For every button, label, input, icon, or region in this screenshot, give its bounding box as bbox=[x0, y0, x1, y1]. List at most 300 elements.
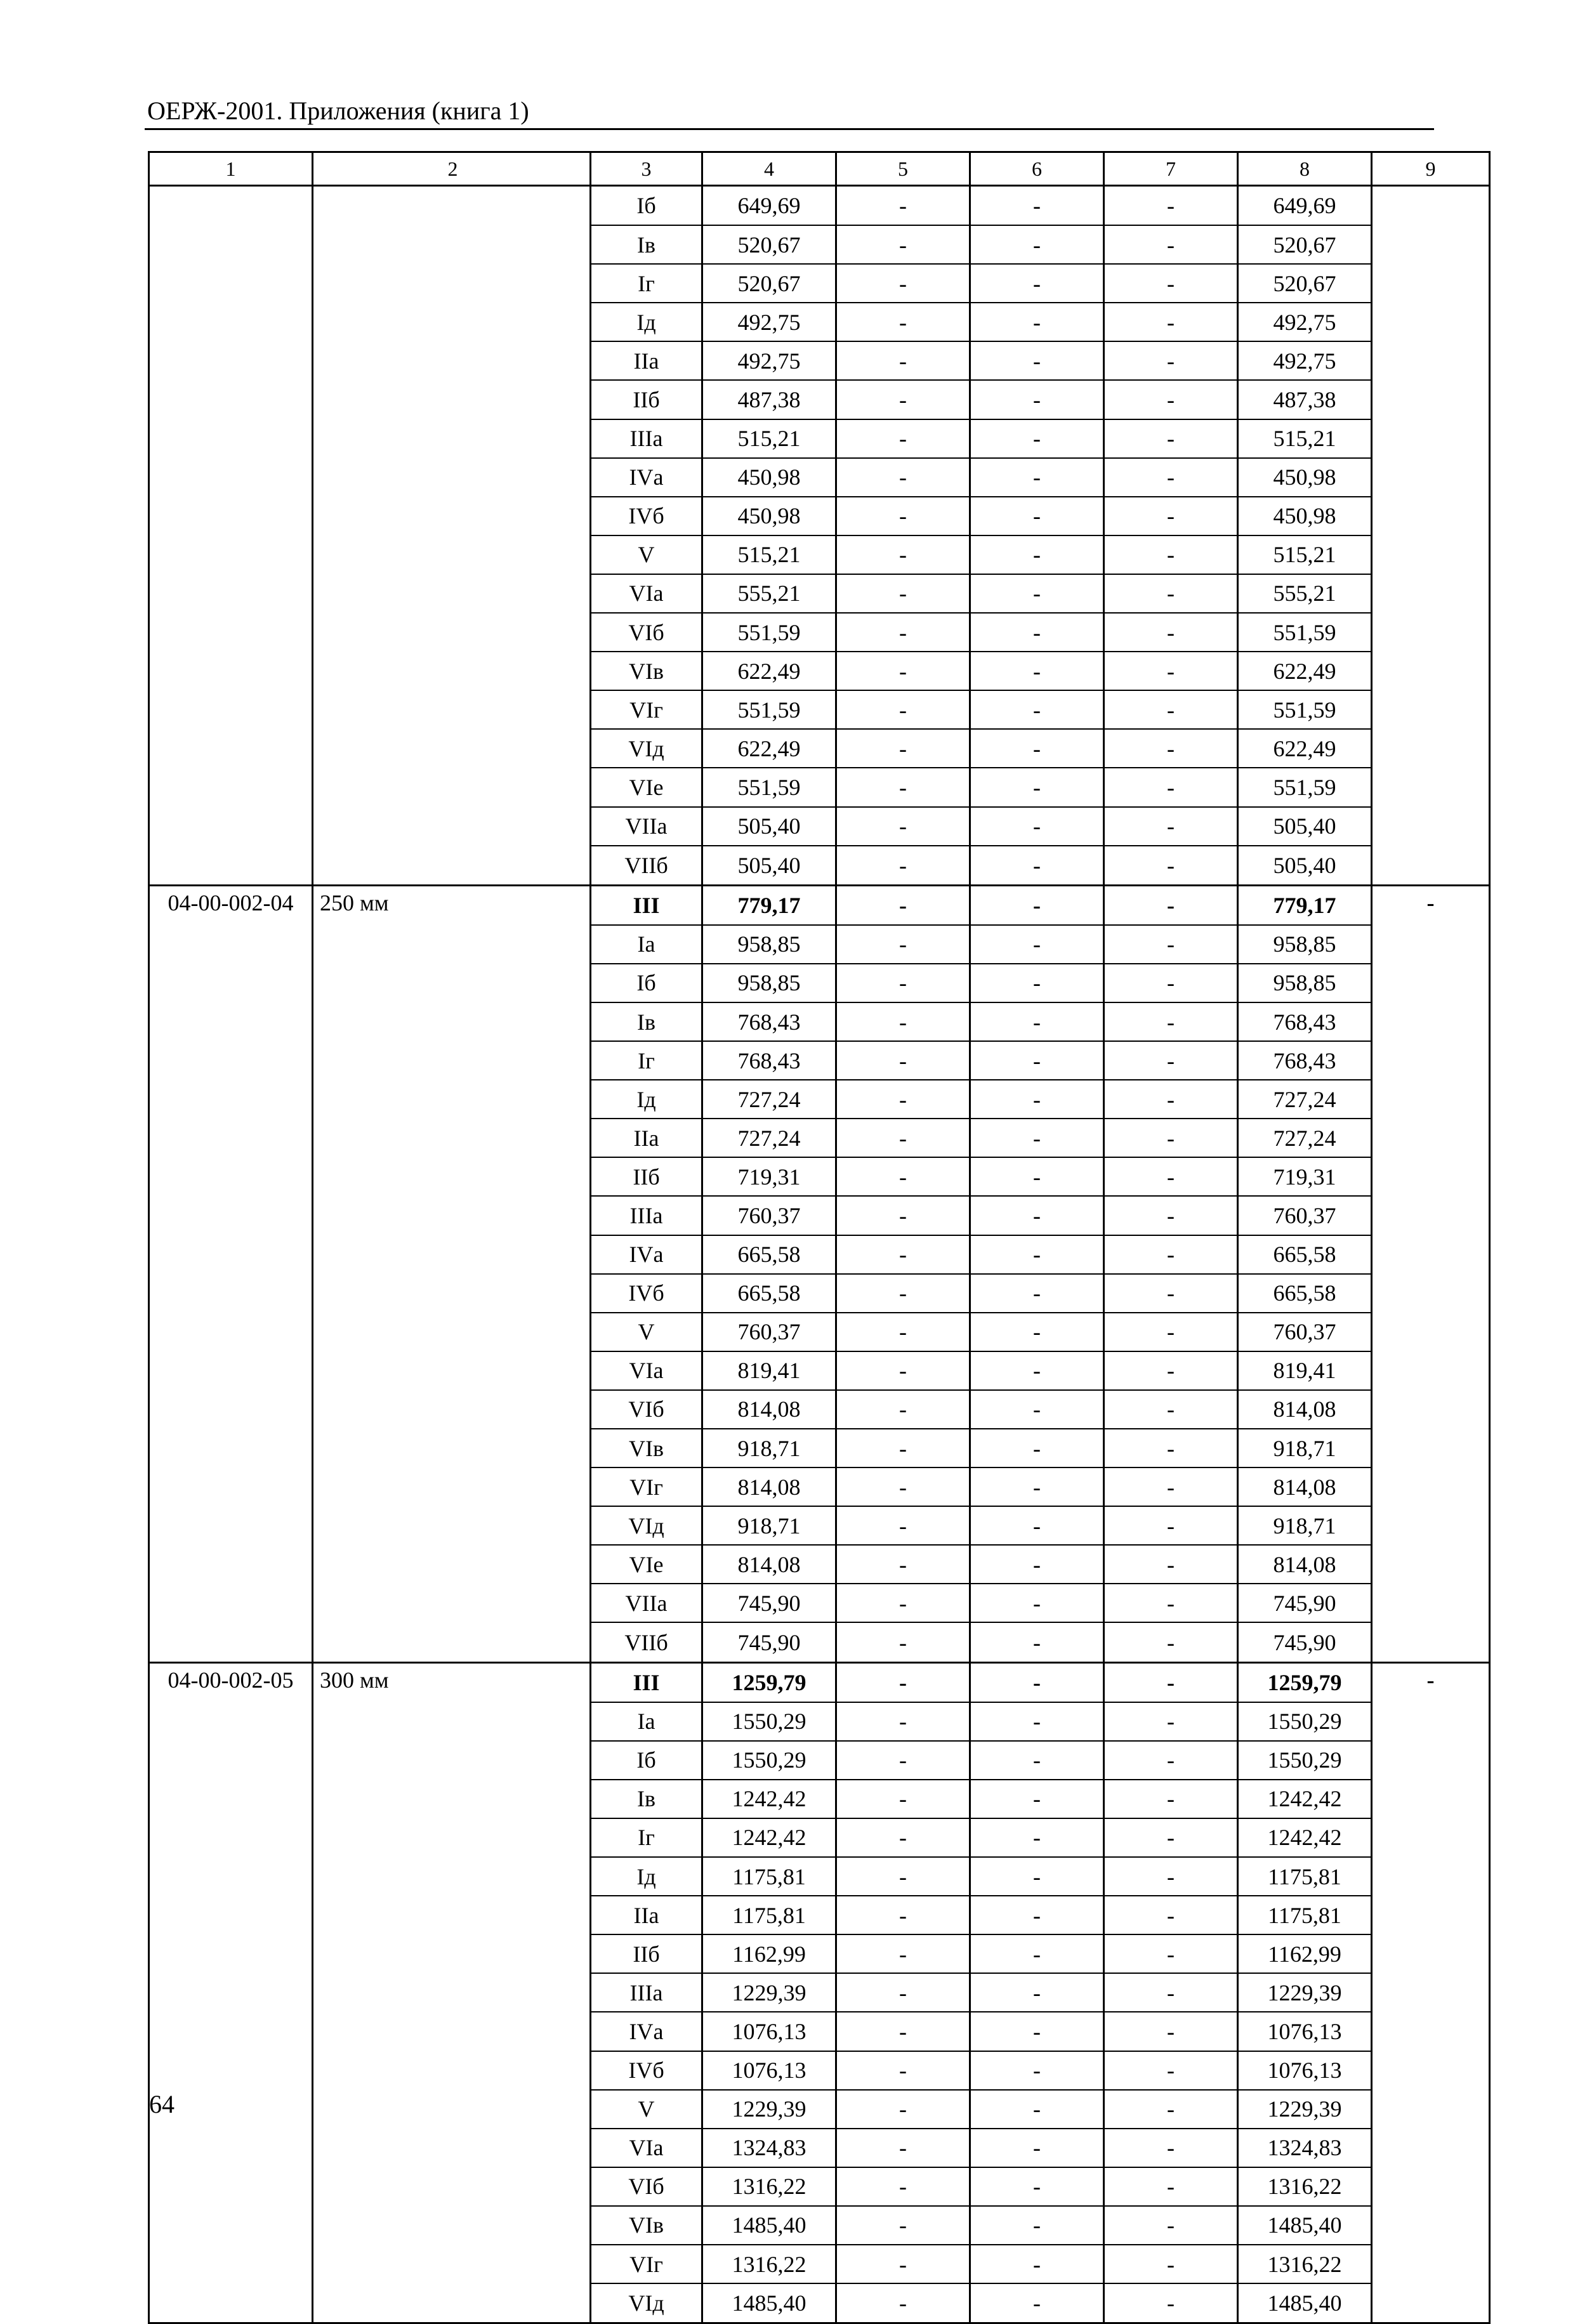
diameter-cell bbox=[313, 1002, 591, 1041]
diameter-cell bbox=[313, 1235, 591, 1274]
diameter-cell bbox=[313, 1157, 591, 1196]
rate-code-cell bbox=[149, 1780, 313, 1818]
machine-cost-cell: - bbox=[970, 1584, 1104, 1622]
diameter-cell bbox=[313, 2012, 591, 2051]
wage-cell: - bbox=[836, 419, 970, 458]
total-cost-cell: 1259,79 bbox=[702, 1662, 836, 1702]
zone-cell: VIIа bbox=[591, 1584, 702, 1622]
rate-code-cell bbox=[149, 1002, 313, 1041]
zone-cell: VIа bbox=[591, 1351, 702, 1390]
materials-cost-cell: 768,43 bbox=[1238, 1041, 1372, 1080]
zone-cell: VIIб bbox=[591, 846, 702, 886]
rate-code-cell bbox=[149, 2051, 313, 2090]
labor-cell bbox=[1372, 1157, 1490, 1196]
total-cost-cell: 768,43 bbox=[702, 1002, 836, 1041]
machinist-wage-cell: - bbox=[1104, 1741, 1238, 1780]
total-cost-cell: 719,31 bbox=[702, 1157, 836, 1196]
rate-code-cell bbox=[149, 807, 313, 846]
total-cost-cell: 814,08 bbox=[702, 1545, 836, 1584]
machine-cost-cell: - bbox=[970, 225, 1104, 264]
zone-cell: VIе bbox=[591, 1545, 702, 1584]
machinist-wage-cell: - bbox=[1104, 1429, 1238, 1467]
materials-cost-cell: 727,24 bbox=[1238, 1119, 1372, 1157]
diameter-cell bbox=[313, 1857, 591, 1896]
table-row bbox=[149, 2090, 1490, 2129]
table-row bbox=[149, 2283, 1490, 2323]
total-cost-cell: 918,71 bbox=[702, 1506, 836, 1545]
table-row bbox=[149, 1196, 1490, 1235]
materials-cost-cell: 814,08 bbox=[1238, 1467, 1372, 1506]
diameter-cell bbox=[313, 652, 591, 690]
total-cost-cell: 622,49 bbox=[702, 729, 836, 768]
diameter-cell bbox=[313, 303, 591, 341]
machinist-wage-cell: - bbox=[1104, 729, 1238, 768]
zone-cell: Iа bbox=[591, 925, 702, 964]
machinist-wage-cell: - bbox=[1104, 1662, 1238, 1702]
machine-cost-cell: - bbox=[970, 186, 1104, 226]
wage-cell: - bbox=[836, 264, 970, 303]
wage-cell: - bbox=[836, 2012, 970, 2051]
table-row bbox=[149, 1780, 1490, 1818]
zone-cell: VIв bbox=[591, 652, 702, 690]
table-row bbox=[149, 1119, 1490, 1157]
materials-cost-cell: 551,59 bbox=[1238, 613, 1372, 652]
diameter-cell: 300 мм bbox=[313, 1662, 591, 1702]
wage-cell: - bbox=[836, 768, 970, 806]
diameter-cell bbox=[313, 925, 591, 964]
wage-cell: - bbox=[836, 885, 970, 925]
rate-code-cell bbox=[149, 186, 313, 226]
machine-cost-cell: - bbox=[970, 807, 1104, 846]
diameter-cell bbox=[313, 1584, 591, 1622]
labor-cell bbox=[1372, 1545, 1490, 1584]
rate-code-cell bbox=[149, 1584, 313, 1622]
wage-cell: - bbox=[836, 1235, 970, 1274]
zone-cell: VIа bbox=[591, 2129, 702, 2167]
machine-cost-cell: - bbox=[970, 2090, 1104, 2129]
materials-cost-cell: 1242,42 bbox=[1238, 1780, 1372, 1818]
zone-cell: Iд bbox=[591, 1857, 702, 1896]
machine-cost-cell: - bbox=[970, 1506, 1104, 1545]
diameter-cell bbox=[313, 1080, 591, 1119]
diameter-cell: 250 мм bbox=[313, 885, 591, 925]
zone-cell: Iа bbox=[591, 1702, 702, 1741]
table-row bbox=[149, 1896, 1490, 1934]
machine-cost-cell: - bbox=[970, 925, 1104, 964]
labor-cell bbox=[1372, 225, 1490, 264]
machinist-wage-cell: - bbox=[1104, 2245, 1238, 2283]
machine-cost-cell: - bbox=[970, 613, 1104, 652]
total-cost-cell: 505,40 bbox=[702, 846, 836, 886]
wage-cell: - bbox=[836, 1973, 970, 2012]
diameter-cell bbox=[313, 1196, 591, 1235]
total-cost-cell: 814,08 bbox=[702, 1467, 836, 1506]
machinist-wage-cell: - bbox=[1104, 458, 1238, 497]
diameter-cell bbox=[313, 2129, 591, 2167]
labor-cell bbox=[1372, 1274, 1490, 1313]
wage-cell: - bbox=[836, 807, 970, 846]
table-row bbox=[149, 613, 1490, 652]
rate-code-cell bbox=[149, 1313, 313, 1351]
machine-cost-cell: - bbox=[970, 1119, 1104, 1157]
machinist-wage-cell: - bbox=[1104, 1390, 1238, 1429]
table-row bbox=[149, 964, 1490, 1002]
materials-cost-cell: 958,85 bbox=[1238, 964, 1372, 1002]
materials-cost-cell: 1316,22 bbox=[1238, 2167, 1372, 2206]
machinist-wage-cell: - bbox=[1104, 1041, 1238, 1080]
diameter-cell bbox=[313, 2167, 591, 2206]
diameter-cell bbox=[313, 690, 591, 729]
rate-code-cell bbox=[149, 613, 313, 652]
column-header: 7 bbox=[1104, 152, 1238, 186]
diameter-cell bbox=[313, 2283, 591, 2323]
labor-cell bbox=[1372, 535, 1490, 574]
table-row bbox=[149, 303, 1490, 341]
labor-cell bbox=[1372, 2206, 1490, 2245]
table-row bbox=[149, 186, 1490, 226]
labor-cell bbox=[1372, 303, 1490, 341]
wage-cell: - bbox=[836, 1119, 970, 1157]
wage-cell: - bbox=[836, 1584, 970, 1622]
machine-cost-cell: - bbox=[970, 1390, 1104, 1429]
column-header: 1 bbox=[149, 152, 313, 186]
machinist-wage-cell: - bbox=[1104, 1545, 1238, 1584]
diameter-cell bbox=[313, 1545, 591, 1584]
machinist-wage-cell: - bbox=[1104, 690, 1238, 729]
table-row bbox=[149, 1351, 1490, 1390]
diameter-cell bbox=[313, 1934, 591, 1973]
machinist-wage-cell: - bbox=[1104, 1584, 1238, 1622]
table-row bbox=[149, 1857, 1490, 1896]
labor-cell bbox=[1372, 1313, 1490, 1351]
machinist-wage-cell: - bbox=[1104, 846, 1238, 886]
column-header: 4 bbox=[702, 152, 836, 186]
materials-cost-cell: 1076,13 bbox=[1238, 2012, 1372, 2051]
table-row bbox=[149, 2245, 1490, 2283]
materials-cost-cell: 1175,81 bbox=[1238, 1896, 1372, 1934]
table-row bbox=[149, 652, 1490, 690]
diameter-cell bbox=[313, 846, 591, 886]
machine-cost-cell: - bbox=[970, 1622, 1104, 1662]
table-row bbox=[149, 1274, 1490, 1313]
materials-cost-cell: 918,71 bbox=[1238, 1429, 1372, 1467]
machinist-wage-cell: - bbox=[1104, 1351, 1238, 1390]
zone-cell: Iд bbox=[591, 303, 702, 341]
machine-cost-cell: - bbox=[970, 535, 1104, 574]
machinist-wage-cell: - bbox=[1104, 1467, 1238, 1506]
labor-cell bbox=[1372, 1119, 1490, 1157]
total-cost-cell: 1175,81 bbox=[702, 1857, 836, 1896]
column-header: 5 bbox=[836, 152, 970, 186]
machine-cost-cell: - bbox=[970, 768, 1104, 806]
diameter-cell bbox=[313, 1973, 591, 2012]
rate-code-cell bbox=[149, 419, 313, 458]
labor-cell bbox=[1372, 1235, 1490, 1274]
table-row bbox=[149, 846, 1490, 886]
rate-code-cell bbox=[149, 1818, 313, 1857]
labor-cell bbox=[1372, 380, 1490, 419]
machine-cost-cell: - bbox=[970, 497, 1104, 535]
labor-cell bbox=[1372, 768, 1490, 806]
machinist-wage-cell: - bbox=[1104, 2090, 1238, 2129]
total-cost-cell: 551,59 bbox=[702, 613, 836, 652]
total-cost-cell: 958,85 bbox=[702, 964, 836, 1002]
materials-cost-cell: 505,40 bbox=[1238, 846, 1372, 886]
materials-cost-cell: 1485,40 bbox=[1238, 2206, 1372, 2245]
machinist-wage-cell: - bbox=[1104, 885, 1238, 925]
zone-cell: VIг bbox=[591, 2245, 702, 2283]
diameter-cell bbox=[313, 574, 591, 613]
diameter-cell bbox=[313, 1702, 591, 1741]
machinist-wage-cell: - bbox=[1104, 613, 1238, 652]
table-row bbox=[149, 497, 1490, 535]
table-row bbox=[149, 1741, 1490, 1780]
machinist-wage-cell: - bbox=[1104, 2129, 1238, 2167]
machine-cost-cell: - bbox=[970, 1467, 1104, 1506]
materials-cost-cell: 450,98 bbox=[1238, 458, 1372, 497]
machine-cost-cell: - bbox=[970, 1351, 1104, 1390]
table-row bbox=[149, 535, 1490, 574]
machine-cost-cell: - bbox=[970, 1080, 1104, 1119]
materials-cost-cell: 551,59 bbox=[1238, 768, 1372, 806]
labor-cell bbox=[1372, 419, 1490, 458]
diameter-cell bbox=[313, 535, 591, 574]
machine-cost-cell: - bbox=[970, 1780, 1104, 1818]
table-row bbox=[149, 1390, 1490, 1429]
zone-cell: Iб bbox=[591, 964, 702, 1002]
total-cost-cell: 1316,22 bbox=[702, 2245, 836, 2283]
labor-cell bbox=[1372, 2051, 1490, 2090]
rate-code-cell bbox=[149, 1041, 313, 1080]
diameter-cell bbox=[313, 1780, 591, 1818]
column-header: 3 bbox=[591, 152, 702, 186]
labor-cell bbox=[1372, 925, 1490, 964]
labor-cell bbox=[1372, 1780, 1490, 1818]
machinist-wage-cell: - bbox=[1104, 768, 1238, 806]
rate-code-cell bbox=[149, 1934, 313, 1973]
rate-code-cell bbox=[149, 2206, 313, 2245]
diameter-cell bbox=[313, 2206, 591, 2245]
wage-cell: - bbox=[836, 2129, 970, 2167]
materials-cost-cell: 814,08 bbox=[1238, 1390, 1372, 1429]
machinist-wage-cell: - bbox=[1104, 1313, 1238, 1351]
rate-code-cell: 04-00-002-04 bbox=[149, 885, 313, 925]
total-cost-cell: 727,24 bbox=[702, 1119, 836, 1157]
machinist-wage-cell: - bbox=[1104, 574, 1238, 613]
labor-cell bbox=[1372, 1351, 1490, 1390]
total-cost-cell: 1485,40 bbox=[702, 2283, 836, 2323]
machine-cost-cell: - bbox=[970, 1896, 1104, 1934]
rate-code-cell bbox=[149, 1390, 313, 1429]
wage-cell: - bbox=[836, 1622, 970, 1662]
machinist-wage-cell: - bbox=[1104, 1196, 1238, 1235]
zone-cell: VIIб bbox=[591, 1622, 702, 1662]
labor-cell bbox=[1372, 1934, 1490, 1973]
machine-cost-cell: - bbox=[970, 1157, 1104, 1196]
labor-cell bbox=[1372, 1741, 1490, 1780]
total-cost-cell: 649,69 bbox=[702, 186, 836, 226]
materials-cost-cell: 487,38 bbox=[1238, 380, 1372, 419]
labor-cell bbox=[1372, 729, 1490, 768]
table-row bbox=[149, 458, 1490, 497]
materials-cost-cell: 665,58 bbox=[1238, 1274, 1372, 1313]
rate-code-cell bbox=[149, 1274, 313, 1313]
total-cost-cell: 1076,13 bbox=[702, 2012, 836, 2051]
wage-cell: - bbox=[836, 964, 970, 1002]
zone-cell: IVа bbox=[591, 2012, 702, 2051]
diameter-cell bbox=[313, 225, 591, 264]
zone-cell: VIг bbox=[591, 690, 702, 729]
rate-code-cell bbox=[149, 2012, 313, 2051]
zone-cell: IVа bbox=[591, 458, 702, 497]
machine-cost-cell: - bbox=[970, 458, 1104, 497]
diameter-cell bbox=[313, 1429, 591, 1467]
zone-cell: V bbox=[591, 535, 702, 574]
labor-cell bbox=[1372, 1857, 1490, 1896]
labor-cell bbox=[1372, 846, 1490, 886]
wage-cell: - bbox=[836, 1390, 970, 1429]
machinist-wage-cell: - bbox=[1104, 1973, 1238, 2012]
zone-cell: Iг bbox=[591, 1041, 702, 1080]
labor-cell bbox=[1372, 690, 1490, 729]
wage-cell: - bbox=[836, 652, 970, 690]
zone-cell: Iб bbox=[591, 1741, 702, 1780]
diameter-cell bbox=[313, 1467, 591, 1506]
rate-code-cell bbox=[149, 2283, 313, 2323]
wage-cell: - bbox=[836, 1896, 970, 1934]
total-cost-cell: 1076,13 bbox=[702, 2051, 836, 2090]
wage-cell: - bbox=[836, 2283, 970, 2323]
total-cost-cell: 760,37 bbox=[702, 1196, 836, 1235]
table-row bbox=[149, 2167, 1490, 2206]
materials-cost-cell: 1229,39 bbox=[1238, 2090, 1372, 2129]
machine-cost-cell: - bbox=[970, 1702, 1104, 1741]
materials-cost-cell: 1259,79 bbox=[1238, 1662, 1372, 1702]
wage-cell: - bbox=[836, 225, 970, 264]
materials-cost-cell: 958,85 bbox=[1238, 925, 1372, 964]
machine-cost-cell: - bbox=[970, 2167, 1104, 2206]
wage-cell: - bbox=[836, 303, 970, 341]
labor-cell bbox=[1372, 807, 1490, 846]
labor-cell bbox=[1372, 1002, 1490, 1041]
total-cost-cell: 665,58 bbox=[702, 1235, 836, 1274]
rate-code-cell bbox=[149, 964, 313, 1002]
machine-cost-cell: - bbox=[970, 341, 1104, 380]
total-cost-cell: 450,98 bbox=[702, 458, 836, 497]
labor-cell bbox=[1372, 1467, 1490, 1506]
materials-cost-cell: 1485,40 bbox=[1238, 2283, 1372, 2323]
machinist-wage-cell: - bbox=[1104, 2167, 1238, 2206]
rate-code-cell bbox=[149, 652, 313, 690]
wage-cell: - bbox=[836, 1429, 970, 1467]
machinist-wage-cell: - bbox=[1104, 380, 1238, 419]
machine-cost-cell: - bbox=[970, 1818, 1104, 1857]
diameter-cell bbox=[313, 1041, 591, 1080]
wage-cell: - bbox=[836, 1506, 970, 1545]
total-cost-cell: 779,17 bbox=[702, 885, 836, 925]
machinist-wage-cell: - bbox=[1104, 1002, 1238, 1041]
labor-cell bbox=[1372, 1080, 1490, 1119]
machine-cost-cell: - bbox=[970, 652, 1104, 690]
table-row bbox=[149, 1157, 1490, 1196]
labor-cell bbox=[1372, 964, 1490, 1002]
machinist-wage-cell: - bbox=[1104, 1934, 1238, 1973]
labor-cell bbox=[1372, 2129, 1490, 2167]
materials-cost-cell: 622,49 bbox=[1238, 729, 1372, 768]
machinist-wage-cell: - bbox=[1104, 186, 1238, 226]
table-row bbox=[149, 264, 1490, 303]
machine-cost-cell: - bbox=[970, 846, 1104, 886]
table-row bbox=[149, 1622, 1490, 1662]
machine-cost-cell: - bbox=[970, 1857, 1104, 1896]
materials-cost-cell: 515,21 bbox=[1238, 419, 1372, 458]
zone-cell: IVа bbox=[591, 1235, 702, 1274]
total-cost-cell: 505,40 bbox=[702, 807, 836, 846]
materials-cost-cell: 450,98 bbox=[1238, 497, 1372, 535]
wage-cell: - bbox=[836, 1741, 970, 1780]
labor-cell bbox=[1372, 1973, 1490, 2012]
materials-cost-cell: 515,21 bbox=[1238, 535, 1372, 574]
machinist-wage-cell: - bbox=[1104, 1157, 1238, 1196]
machine-cost-cell: - bbox=[970, 1274, 1104, 1313]
machine-cost-cell: - bbox=[970, 1741, 1104, 1780]
materials-cost-cell: 745,90 bbox=[1238, 1584, 1372, 1622]
rate-code-cell: 04-00-002-05 bbox=[149, 1662, 313, 1702]
diameter-cell bbox=[313, 2051, 591, 2090]
machinist-wage-cell: - bbox=[1104, 1857, 1238, 1896]
materials-cost-cell: 1550,29 bbox=[1238, 1741, 1372, 1780]
machine-cost-cell: - bbox=[970, 1662, 1104, 1702]
machine-cost-cell: - bbox=[970, 1429, 1104, 1467]
zone-cell: Iб bbox=[591, 186, 702, 226]
wage-cell: - bbox=[836, 2167, 970, 2206]
rate-code-cell bbox=[149, 1506, 313, 1545]
zone-cell: VIг bbox=[591, 1467, 702, 1506]
machine-cost-cell: - bbox=[970, 729, 1104, 768]
zone-cell: V bbox=[591, 1313, 702, 1351]
table-row bbox=[149, 1662, 1490, 1702]
labor-cell: - bbox=[1372, 1662, 1490, 1702]
rate-code-cell bbox=[149, 264, 313, 303]
table-row bbox=[149, 574, 1490, 613]
machinist-wage-cell: - bbox=[1104, 1274, 1238, 1313]
diameter-cell bbox=[313, 2090, 591, 2129]
total-cost-cell: 520,67 bbox=[702, 264, 836, 303]
table-row bbox=[149, 885, 1490, 925]
diameter-cell bbox=[313, 1119, 591, 1157]
total-cost-cell: 1229,39 bbox=[702, 2090, 836, 2129]
materials-cost-cell: 1229,39 bbox=[1238, 1973, 1372, 2012]
table-row bbox=[149, 768, 1490, 806]
rates-table bbox=[148, 151, 1491, 2324]
diameter-cell bbox=[313, 2245, 591, 2283]
table-row bbox=[149, 729, 1490, 768]
zone-cell: VIб bbox=[591, 1390, 702, 1429]
machinist-wage-cell: - bbox=[1104, 535, 1238, 574]
wage-cell: - bbox=[836, 2245, 970, 2283]
wage-cell: - bbox=[836, 1818, 970, 1857]
materials-cost-cell: 719,31 bbox=[1238, 1157, 1372, 1196]
materials-cost-cell: 1316,22 bbox=[1238, 2245, 1372, 2283]
rate-code-cell bbox=[149, 1702, 313, 1741]
labor-cell bbox=[1372, 1584, 1490, 1622]
table-row bbox=[149, 925, 1490, 964]
table-row bbox=[149, 1313, 1490, 1351]
total-cost-cell: 1485,40 bbox=[702, 2206, 836, 2245]
rate-code-cell bbox=[149, 225, 313, 264]
labor-cell bbox=[1372, 1818, 1490, 1857]
total-cost-cell: 958,85 bbox=[702, 925, 836, 964]
